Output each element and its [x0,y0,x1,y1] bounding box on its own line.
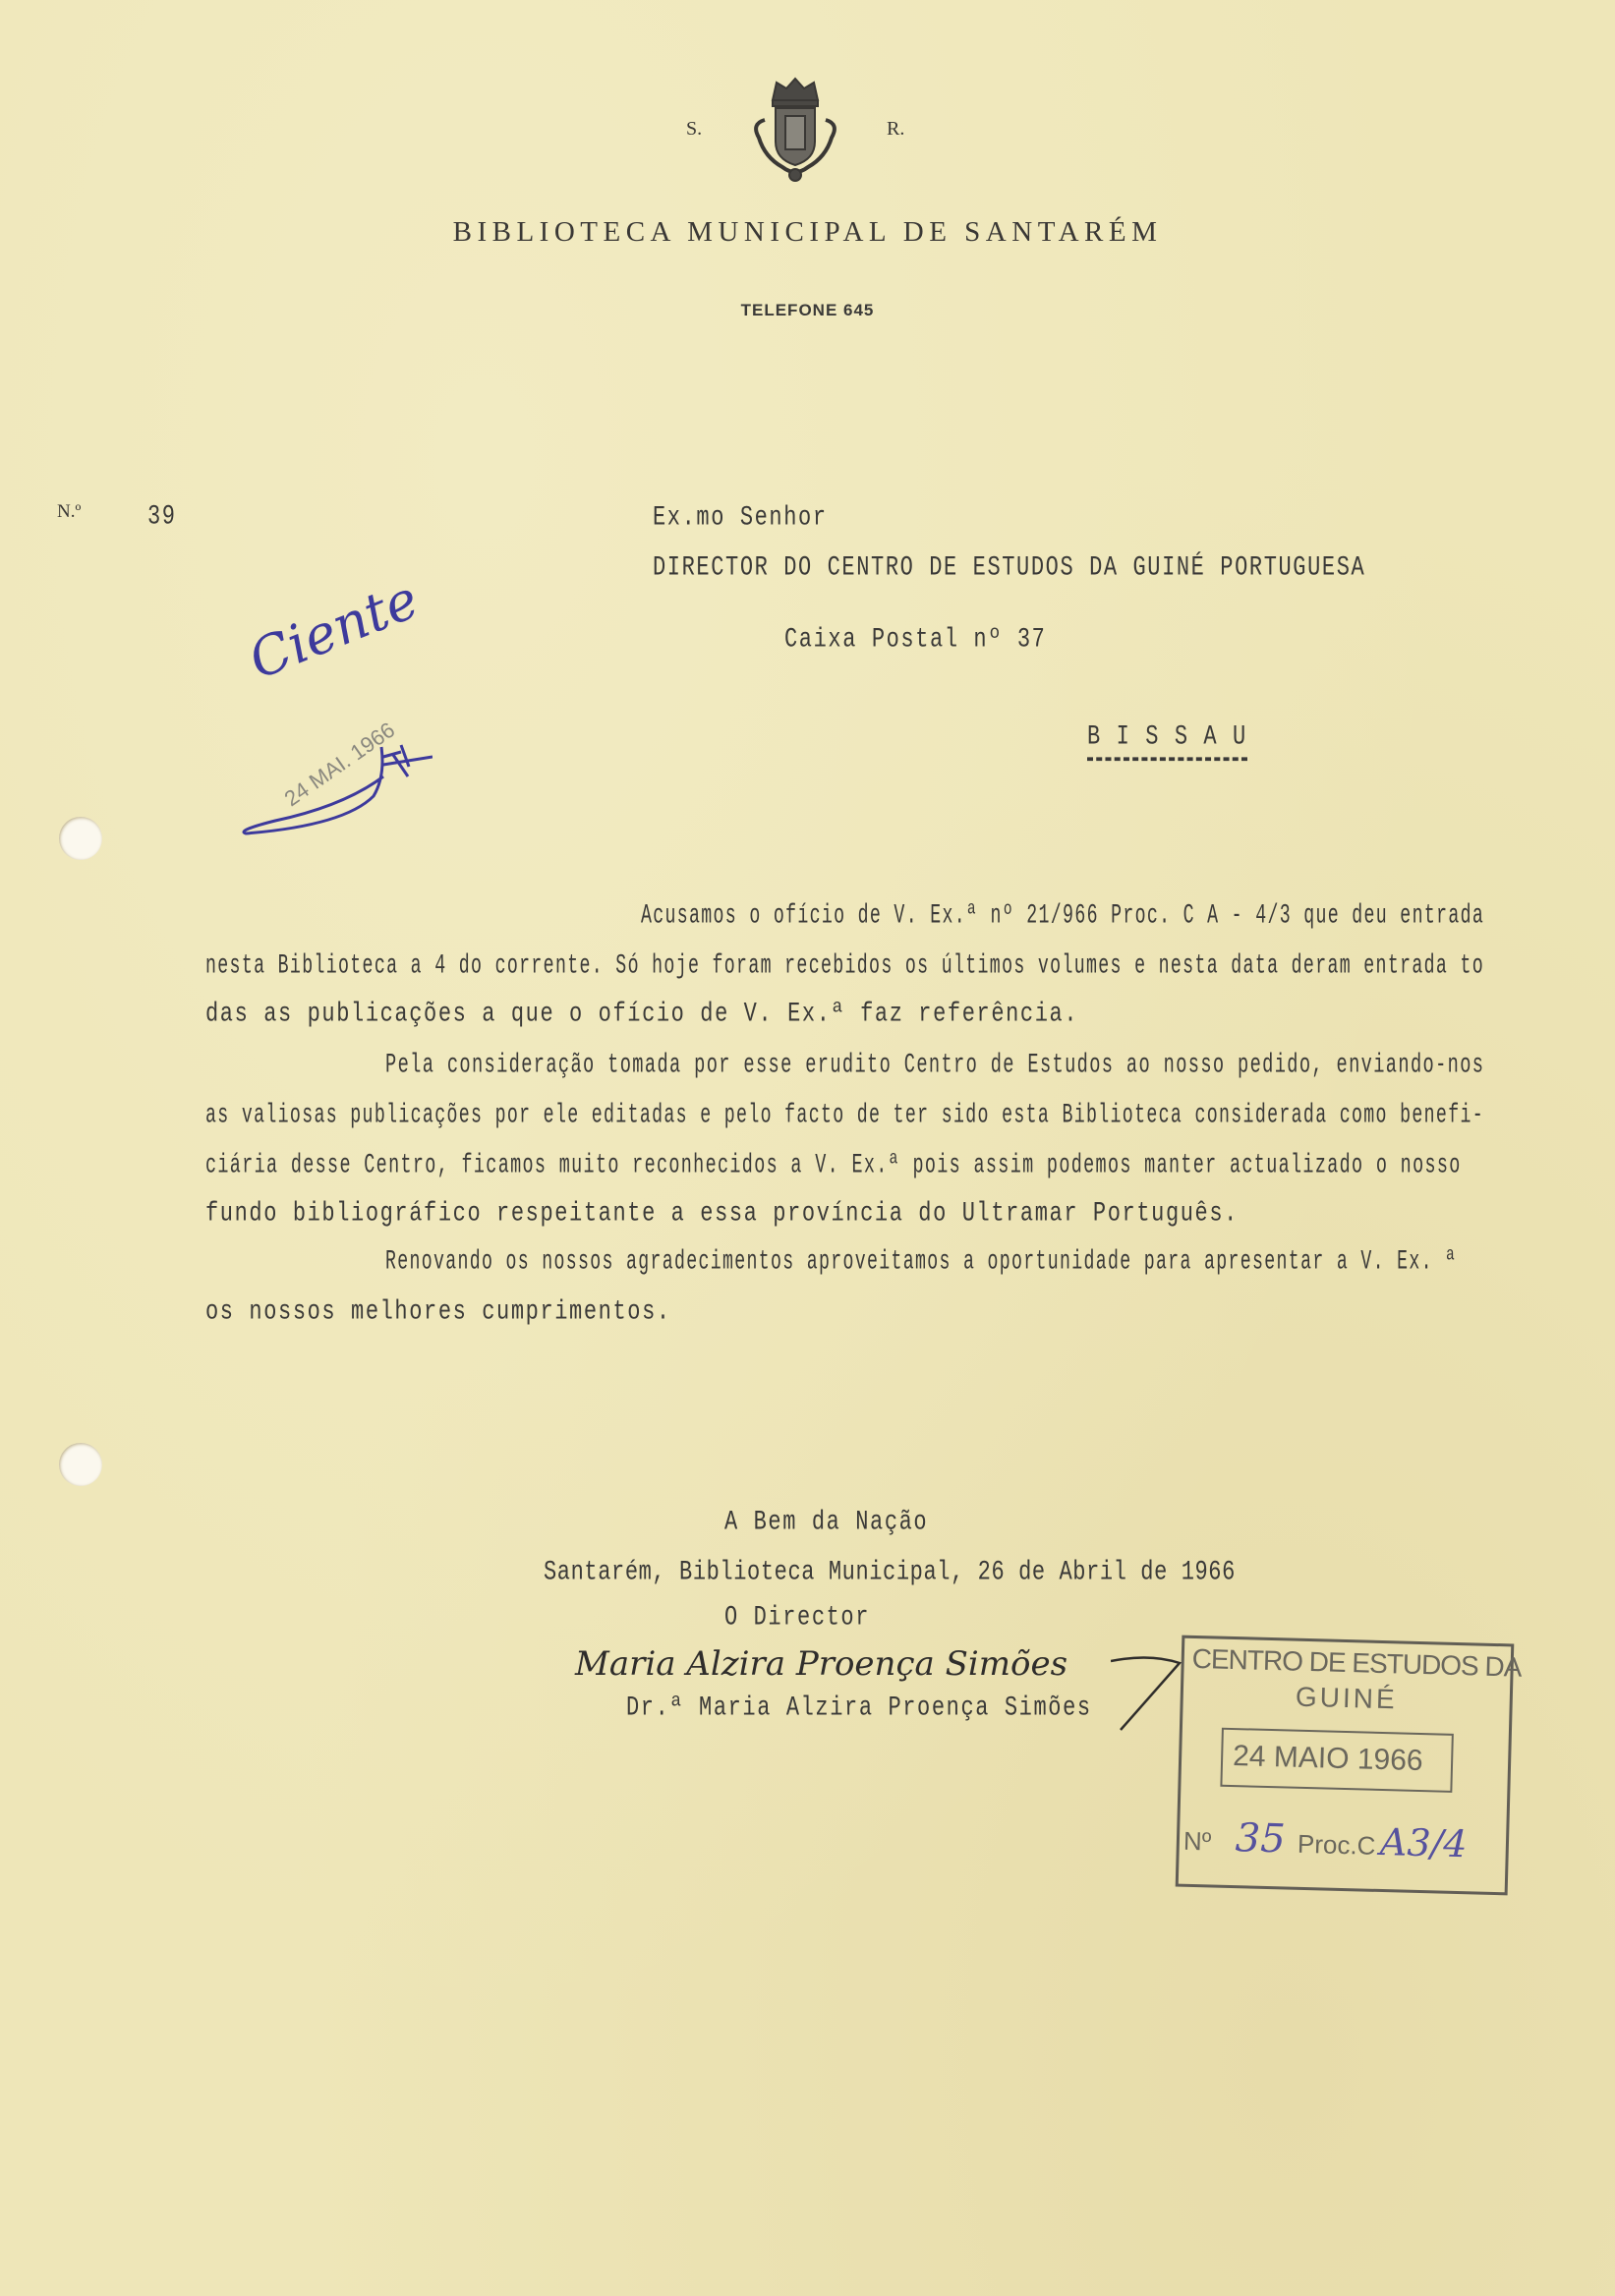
handwritten-annotation [236,567,433,845]
body-line: das as publicações a que o ofício de V. Ex.ª faz referência. [205,998,1079,1029]
closing-role: O Director [724,1601,871,1633]
recipient-salutation: Ex.mo Senhor [653,501,828,533]
receipt-stamp [1176,1636,1522,1896]
punch-hole [59,817,102,860]
stamp-proc-value: A3/4 [1379,1819,1469,1866]
recipient-city: B I S S A U [1087,720,1247,761]
body-line: Acusamos o ofício de V. Ex.ª nº 21/966 Proc. C A - 4/3 que deu entrada [641,899,1485,931]
annotation-date-stamp: 24 MAI. 1966 [279,717,400,812]
annotation-text: Ciente [240,567,428,692]
stamp-date-box [1220,1728,1453,1793]
closing-motto: A Bem da Nação [724,1506,929,1537]
letterhead-initial-right: R. [887,118,905,140]
body-line: Renovando os nossos agradecimentos aproveitamos a oportunidade para apresentar a V. Ex. ª [385,1245,1458,1277]
body-line: ciária desse Centro, ficamos muito reconhecidos a V. Ex.ª pois assim podemos manter actualizado o nosso [205,1149,1462,1180]
stamp-no-value: 35 [1235,1815,1287,1863]
body-line: fundo bibliográfico respeitante a essa província do Ultramar Português. [205,1197,1239,1229]
recipient-address: Caixa Postal nº 37 [784,623,1047,655]
signatory-name: Dr.ª Maria Alzira Proença Simões [626,1692,1092,1723]
letterhead-phone: TELEFONE 645 [740,301,875,319]
body-line: nesta Biblioteca a 4 do corrente. Só hoje foram recebidos os últimos volumes e nesta data deram entrada to [205,949,1485,981]
body-line: as valiosas publicações por ele editadas e pelo facto de ter sido esta Biblioteca considerada como benefi- [205,1099,1485,1130]
punch-hole [59,1443,102,1486]
stamp-proc-label: Proc.C [1297,1828,1376,1861]
recipient-title: DIRECTOR DO CENTRO DE ESTUDOS DA GUINÉ PORTUGUESA [653,551,1366,583]
reference-number: 39 [147,500,177,532]
stamp-no-label: Nº [1182,1825,1212,1857]
stamp-number-row [1182,1815,1468,1875]
reference-label: N.º [57,501,82,522]
initials-scribble-icon [236,580,433,845]
crest-icon [743,75,847,185]
body-line: Pela consideração tomada por esse erudito Centro de Estudos ao nosso pedido, enviando-nos [385,1049,1485,1080]
handwritten-signature: Maria Alzira Proença Simões [575,1644,1068,1684]
body-line: os nossos melhores cumprimentos. [205,1295,671,1327]
stamp-org-line2: GUINÉ [1295,1681,1399,1715]
stamp-date: 24 MAIO 1966 [1232,1740,1424,1778]
stamp-org-line1: CENTRO DE ESTUDOS DA [1191,1642,1522,1683]
letterhead-initial-left: S. [686,118,703,140]
closing-place-date: Santarém, Biblioteca Municipal, 26 de Abril de 1966 [544,1556,1236,1587]
letterhead-title: BIBLIOTECA MUNICIPAL DE SANTARÉM [452,216,1163,248]
